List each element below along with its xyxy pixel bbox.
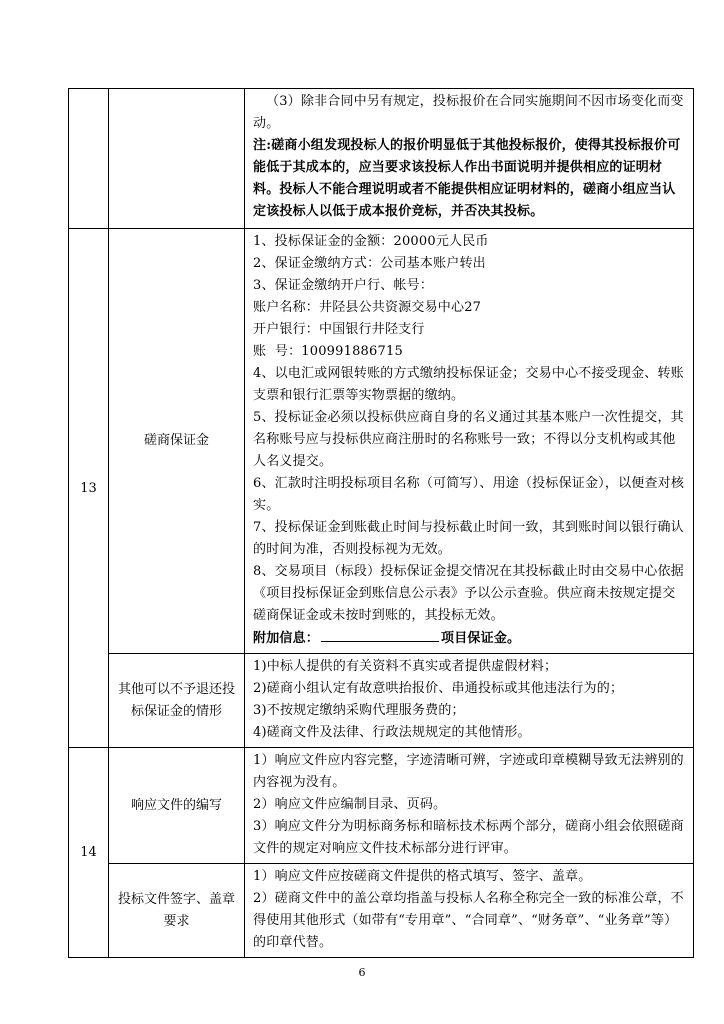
quotation-content-cell	[245, 89, 694, 229]
page-number: 6	[358, 966, 366, 979]
table-row-14-signing	[69, 864, 694, 958]
deposit-line: 开户银行：中国银行井陉支行	[253, 322, 425, 337]
forfeit-label: 其他可以不予退还投标保证金的情形	[109, 654, 245, 748]
table-row-13-deposit	[69, 229, 694, 654]
deposit-line: 6、汇款时注明投标项目名称（可简写）、用途（投标保证金），以便查对核实。	[253, 476, 685, 513]
additional-info-label: 附加信息：	[253, 631, 320, 646]
blank-fill-line	[321, 627, 439, 642]
deposit-label: 磋商保证金	[109, 229, 245, 654]
writing-line: 2）响应文件应编制目录、页码。	[253, 797, 447, 812]
signing-line: 2）磋商文件中的盖公章均指盖与投标人名称全称完全一致的标准公章，不得使用其他形式（如带有“专用章”、“合同章”、“财务章”、“业务章”等）的印章代替。	[253, 891, 684, 950]
forfeit-line: 4)磋商文件及法律、行政法规规定的其他情形。	[253, 725, 531, 740]
deposit-line: 8、交易项目（标段）投标保证金提交情况在其投标截止时由交易中心依据《项目投标保证金到账信息公示表》予以公示查验。供应商未按规定提交磋商保证金或未按时到账的，其投标无效。	[253, 564, 684, 623]
deposit-line: 4、以电汇或网银转账的方式缴纳投标保证金；交易中心不接受现金、转账支票和银行汇票等实物票据的缴纳。	[253, 366, 684, 403]
row-number-14: 14	[69, 748, 109, 958]
row-number-13: 13	[69, 229, 109, 748]
additional-info-suffix: 项目保证金。	[441, 631, 521, 646]
writing-label: 响应文件的编写	[109, 748, 245, 864]
deposit-content-cell	[245, 229, 694, 654]
deposit-line: 账 号：100991886715	[253, 344, 403, 359]
forfeit-line: 1)中标人提供的有关资料不真实或者提供虚假材料；	[253, 659, 558, 674]
writing-line: 1）响应文件应内容完整，字迹清晰可辨，字迹或印章模糊导致无法辨别的内容视为没有。	[253, 753, 684, 790]
deposit-line: 2、保证金缴纳方式：公司基本账户转出	[253, 256, 486, 271]
table-row-14-writing	[69, 748, 694, 864]
row-label-cell	[109, 89, 245, 229]
forfeit-line: 2)磋商小组认定有故意哄抬报价、串通投标或其他违法行为的；	[253, 681, 624, 696]
writing-line: 3）响应文件分为明标商务标和暗标技术标两个部分，磋商小组会依照磋商文件的规定对响应文件技术标部分进行评审。	[253, 819, 684, 856]
tender-requirements-table	[68, 88, 694, 958]
writing-content-cell	[245, 748, 694, 864]
table-row-12-continued	[69, 89, 694, 229]
deposit-line: 7、投标保证金到账截止时间与投标截止时间一致，其到账时间以银行确认的时间为准，否则投标视为无效。	[253, 520, 684, 557]
additional-info	[253, 627, 687, 650]
signing-label: 投标文件签字、盖章要求	[109, 864, 245, 958]
deposit-line: 账户名称：井陉县公共资源交易中心27	[253, 300, 482, 315]
table-row-13-forfeit	[69, 654, 694, 748]
signing-line: 1）响应文件应按磋商文件提供的格式填写、签字、盖章。	[253, 869, 592, 884]
signing-content-cell	[245, 864, 694, 958]
deposit-line: 3、保证金缴纳开户行、帐号：	[253, 278, 434, 293]
deposit-line: 5、投标证金必须以投标供应商自身的名义通过其基本账户一次性提交，其名称账号应与投标供应商注册时的名称账号一致；不得以分支机构或其他人名义提交。	[253, 410, 684, 469]
deposit-line: 1、投标保证金的金额：20000元人民币	[253, 234, 489, 249]
row-number-cell	[69, 89, 109, 229]
clause-3-text: （3）除非合同中另有规定，投标报价在合同实施期间不因市场变化而变动。	[253, 94, 684, 131]
forfeit-content-cell	[245, 654, 694, 748]
forfeit-line: 3)不按规定缴纳采购代理服务费的；	[253, 703, 465, 718]
evaluation-note: 注:磋商小组发现投标人的报价明显低于其他投标报价，使得其投标报价可能低于其成本的，应当要求该投标人作出书面说明并提供相应的证明材料。投标人不能合理说明或者不能提供相应证明材料的，磋商小组应当认定该投标人以低于成本报价竞标，并否决其投标。	[253, 138, 681, 219]
